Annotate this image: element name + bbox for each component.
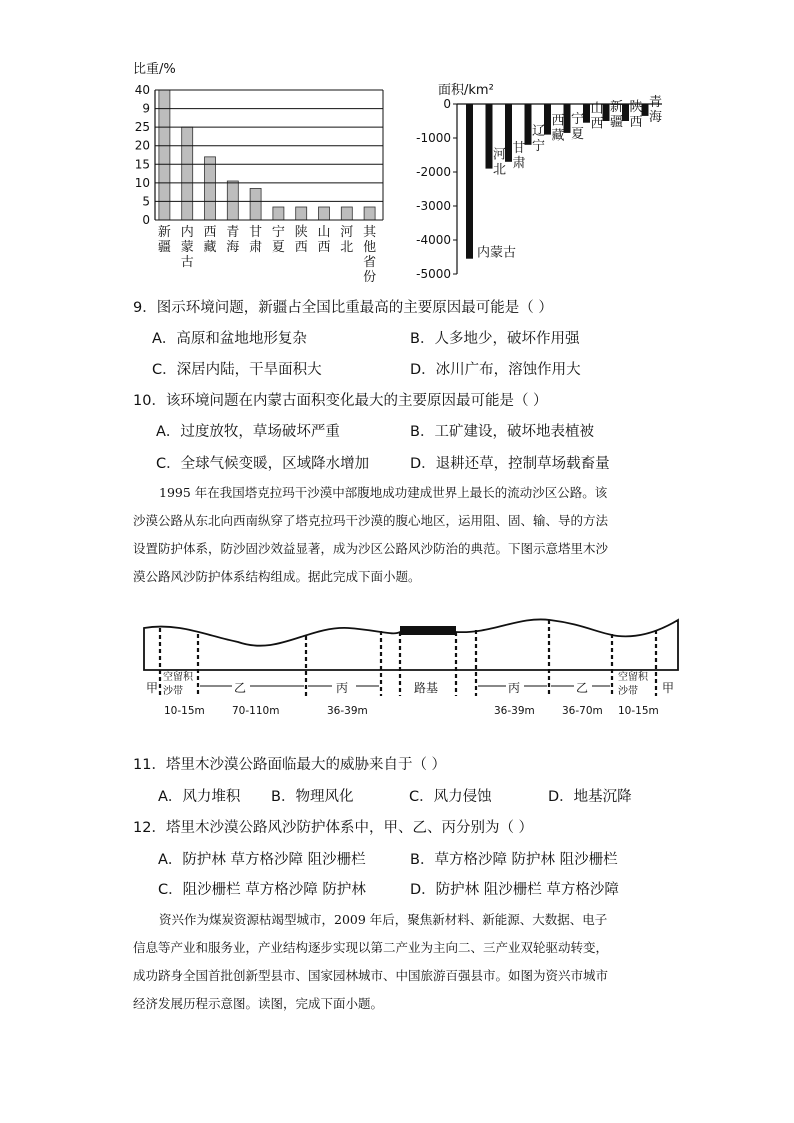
svg-text:夏: 夏 xyxy=(271,240,285,255)
chart2-bar xyxy=(583,104,590,123)
svg-text:河: 河 xyxy=(492,147,507,163)
question-11-option-b[interactable]: B．物理风化 xyxy=(271,789,354,805)
chart1-bar xyxy=(364,207,375,220)
label-yi-right: 乙 xyxy=(576,681,589,695)
passage-line: 成功跻身全国首批创新型县市、国家园林城市、中国旅游百强县市。如图为资兴市城市 xyxy=(133,968,609,983)
label-sand-belt-left-1: 空留积 xyxy=(163,672,193,683)
chart2-y-label: 面积/km² xyxy=(438,83,494,98)
chart2-tick-label: -3000 xyxy=(416,199,451,213)
passage-line: 漠公路风沙防护体系结构组成。据此完成下面小题。 xyxy=(133,569,421,584)
label-jia-left: 甲 xyxy=(146,681,159,695)
svg-text:山: 山 xyxy=(317,225,331,240)
chart1-y-label: 比重/% xyxy=(133,62,176,77)
svg-text:青: 青 xyxy=(648,94,663,110)
label-yi-left: 乙 xyxy=(234,681,247,695)
svg-text:新: 新 xyxy=(609,100,624,115)
question-10-option-b[interactable]: B．工矿建设，破坏地表植被 xyxy=(410,424,594,440)
chart1-tick-label: 25 xyxy=(134,120,150,135)
chart2-category-label xyxy=(629,99,642,130)
chart1-category-label xyxy=(272,225,285,255)
svg-text:西: 西 xyxy=(294,240,308,255)
svg-text:古: 古 xyxy=(180,255,194,270)
question-12-option-a[interactable]: A．防护林 草方格沙障 阻沙栅栏 xyxy=(158,852,366,868)
svg-text:宁: 宁 xyxy=(570,111,585,127)
chart2-bar xyxy=(564,104,571,133)
svg-text:夏: 夏 xyxy=(570,126,585,142)
question-11-stem: 11．塔里木沙漠公路面临最大的威胁来自于（ ） xyxy=(133,757,447,773)
chart2-bar xyxy=(603,104,610,121)
chart2-category-label xyxy=(590,102,603,132)
width-4: 36-39m xyxy=(494,705,535,717)
chart2-category-label xyxy=(610,100,623,130)
question-11-option-c[interactable]: C．风力侵蚀 xyxy=(409,789,492,805)
chart1-tick-label: 5 xyxy=(142,194,150,209)
chart2-tick-label: -1000 xyxy=(416,131,451,145)
area-change-bar-chart xyxy=(400,78,690,290)
svg-text:内: 内 xyxy=(180,225,194,240)
question-9-option-c[interactable]: C．深居内陆，干旱面积大 xyxy=(152,362,322,378)
chart1-bar xyxy=(319,207,330,220)
road-protection-diagram xyxy=(138,612,684,720)
question-11-option-a[interactable]: A．风力堆积 xyxy=(158,789,241,805)
label-sand-belt-right-2: 沙带 xyxy=(618,686,638,697)
chart2-bar xyxy=(525,104,532,145)
svg-text:山: 山 xyxy=(590,101,604,117)
chart2-tick-label: -2000 xyxy=(416,165,451,179)
chart2-bar xyxy=(622,104,629,121)
passage-line: 经济发展历程示意图。读图，完成下面小题。 xyxy=(133,996,384,1011)
chart2-tick-label: -5000 xyxy=(416,267,451,281)
svg-text:西: 西 xyxy=(629,115,643,130)
passage-line: 设置防护体系，防沙固沙效益显著，成为沙区公路风沙防治的典范。下图示意塔里木沙 xyxy=(133,541,609,556)
svg-text:份: 份 xyxy=(363,270,377,285)
chart2-category-label: 内蒙古 xyxy=(477,245,517,261)
question-9-option-d[interactable]: D．冰川广布，溶蚀作用大 xyxy=(410,362,581,378)
width-5: 36-70m xyxy=(562,705,603,717)
label-jia-right: 甲 xyxy=(662,681,675,695)
svg-text:其: 其 xyxy=(363,225,377,240)
chart2-bar xyxy=(486,104,493,169)
chart1-bar xyxy=(159,90,170,220)
chart1-bar xyxy=(341,207,352,220)
width-6: 10-15m xyxy=(618,705,659,717)
chart2-bar xyxy=(466,104,473,259)
passage-line: 沙漠公路从东北向西南纵穿了塔克拉玛干沙漠的腹心地区，运用阻、固、输、导的方法 xyxy=(133,513,609,528)
svg-text:西: 西 xyxy=(551,113,565,129)
width-3: 36-39m xyxy=(327,705,368,717)
chart1-tick-label: 40 xyxy=(134,83,150,97)
chart1-bar xyxy=(227,181,238,220)
chart2-category-label xyxy=(493,148,506,178)
chart2-bar xyxy=(544,104,551,135)
chart2-tick-label: 0 xyxy=(443,97,451,111)
svg-text:西: 西 xyxy=(590,116,604,132)
chart2-category-label xyxy=(551,114,564,144)
question-10-option-d[interactable]: D．退耕还草，控制草场载畜量 xyxy=(410,456,610,472)
chart1-bar xyxy=(182,127,193,220)
question-12-option-d[interactable]: D．防护林 阻沙栅栏 草方格沙障 xyxy=(410,882,619,898)
road-base xyxy=(400,626,456,635)
chart2-bar xyxy=(642,104,649,116)
chart1-bar xyxy=(205,157,216,220)
chart1-category-label xyxy=(203,225,216,255)
svg-text:辽: 辽 xyxy=(531,123,546,139)
chart1-category-label xyxy=(317,225,330,255)
svg-text:省: 省 xyxy=(363,255,377,270)
question-10-option-c[interactable]: C．全球气候变暖，区域降水增加 xyxy=(156,456,370,472)
svg-text:他: 他 xyxy=(363,240,377,255)
svg-text:甘: 甘 xyxy=(512,140,526,156)
question-10-option-a[interactable]: A．过度放牧，草场破坏严重 xyxy=(156,424,340,440)
chart1-category-label xyxy=(340,225,353,255)
width-2: 70-110m xyxy=(232,705,280,717)
label-sand-belt-left-2: 沙带 xyxy=(163,686,183,697)
question-11-option-d[interactable]: D．地基沉降 xyxy=(548,789,632,805)
chart1-bar xyxy=(273,207,284,220)
question-9-option-b[interactable]: B．人多地少，破坏作用强 xyxy=(410,331,580,347)
chart1-tick-label: 10 xyxy=(134,175,150,190)
chart1-category-label xyxy=(181,224,194,270)
chart2-category-label xyxy=(649,94,662,125)
svg-text:河: 河 xyxy=(340,225,354,240)
svg-text:藏: 藏 xyxy=(551,128,565,144)
svg-text:西: 西 xyxy=(317,240,331,255)
label-road-base: 路基 xyxy=(414,681,439,695)
label-bing-right: 丙 xyxy=(508,681,521,695)
passage-line: 1995 年在我国塔克拉玛干沙漠中部腹地成功建成世界上最长的流动沙区公路。该 xyxy=(159,485,608,500)
width-1: 10-15m xyxy=(164,705,205,717)
svg-text:北: 北 xyxy=(492,162,507,178)
svg-text:藏: 藏 xyxy=(203,240,217,255)
chart1-tick-label: 9 xyxy=(142,101,150,116)
chart2-tick-label: -4000 xyxy=(416,233,451,247)
chart1-bar xyxy=(296,207,307,220)
question-9-stem: 9．图示环境问题，新疆占全国比重最高的主要原因最可能是（ ） xyxy=(133,300,553,316)
chart1-tick-label: 15 xyxy=(134,157,150,172)
chart1-tick-label: 0 xyxy=(142,213,150,227)
chart1-bar xyxy=(250,188,261,220)
chart1-category-label xyxy=(249,224,262,255)
svg-text:海: 海 xyxy=(226,240,240,255)
svg-text:新: 新 xyxy=(157,225,171,240)
chart1-category-label xyxy=(158,225,171,255)
question-10-stem: 10．该环境问题在内蒙古面积变化最大的主要原因最可能是（ ） xyxy=(133,393,548,409)
chart1-category-label xyxy=(226,224,239,255)
question-12-stem: 12．塔里木沙漠公路风沙防护体系中，甲、乙、丙分别为（ ） xyxy=(133,820,534,836)
chart2-category-label xyxy=(571,112,584,142)
question-12-option-c[interactable]: C．阻沙栅栏 草方格沙障 防护林 xyxy=(158,882,366,898)
svg-text:肃: 肃 xyxy=(249,240,263,255)
question-9-option-a[interactable]: A．高原和盆地地形复杂 xyxy=(152,331,307,347)
svg-text:甘: 甘 xyxy=(249,225,263,240)
chart1-category-label xyxy=(363,224,377,285)
chart2-category-label xyxy=(532,124,545,154)
chart1-tick-label: 20 xyxy=(134,138,150,153)
svg-text:陕: 陕 xyxy=(629,100,643,115)
passage-line: 信息等产业和服务业，产业结构逐步实现以第二产业为主向二、三产业双轮驱动转变， xyxy=(133,940,609,955)
svg-text:陕: 陕 xyxy=(294,225,308,240)
svg-text:肃: 肃 xyxy=(512,155,526,171)
svg-text:西: 西 xyxy=(203,225,217,240)
chart2-category-label xyxy=(512,140,525,171)
svg-text:北: 北 xyxy=(340,240,354,255)
svg-text:宁: 宁 xyxy=(531,138,546,154)
svg-text:疆: 疆 xyxy=(609,115,624,130)
svg-text:蒙: 蒙 xyxy=(180,240,194,255)
chart2-bar xyxy=(505,104,512,162)
chart1-category-label xyxy=(295,224,308,255)
label-bing-left: 丙 xyxy=(336,681,349,695)
label-sand-belt-right-1: 空留积 xyxy=(618,672,648,683)
svg-text:青: 青 xyxy=(226,225,240,240)
svg-text:海: 海 xyxy=(648,109,663,125)
svg-text:疆: 疆 xyxy=(157,240,171,255)
passage-zixing xyxy=(133,906,663,1018)
question-12-option-b[interactable]: B．草方格沙障 防护林 阻沙栅栏 xyxy=(410,852,618,868)
svg-text:宁: 宁 xyxy=(271,225,285,240)
passage-line: 资兴作为煤炭资源枯竭型城市，2009 年后，聚焦新材料、新能源、大数据、电子 xyxy=(159,912,608,927)
share-bar-chart xyxy=(125,55,395,290)
passage-tarim-road xyxy=(133,479,663,591)
